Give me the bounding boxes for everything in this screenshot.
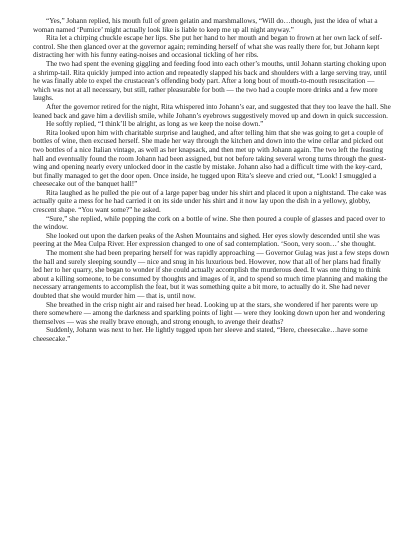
paragraph: The two had spent the evening giggling and feeding food into each other’s mouths, until Johann starting choking upon a shrimp-tail. Rita quickly jumped into action and repeatedly slapped his back and shoulders with a large serving tray, until he was finally able to expel the crustacean’s offending body part. After a long bout of mouth-to-mouth resuscitation — which was not at all necessary, but still, rather pleasurable for both — the two had a couple more drinks and a few more laughs. — [33, 59, 387, 103]
paragraph: Rita looked upon him with charitable surprise and laughed, and after telling him that she was going to get a couple of bottles of wine, then excused herself. She made her way through the kitchen and down into the wine cellar and picked out two bottles of a nice Italian vintage, as well as her knapsack, and then met up with Johann again. The two left the feasting hall and eventually found the room Johann had been assigned, but not before taking several wrong turns through the guest-wing and opening nearly every unlocked door in the castle by mistake. Johann also had a difficult time with the key-card, but finally managed to get the door open. Once inside, he tugged upon Rita’s sleeve and cried out, “Look! I smuggled a cheesecake out of the banquet hall!” — [33, 128, 387, 189]
paragraph: She breathed in the crisp night air and raised her head. Looking up at the stars, she wondered if her parents were up there somewhere — among the darkness and sparkling points of light — were they looking down upon her and wondering themselves — was she really brave enough, and strong enough, to avenge their deaths? — [33, 300, 385, 326]
paragraph: The moment she had been preparing herself for was rapidly approaching — Governor Gulag was just a few steps down the hall and surely sleeping soundly — nice and snug in his luxurious bed. However, now that all of her plans had finally led her to her quarry, she began to wonder if she could actually accomplish the murderous deed. It was one thing to think about a killing someone, to be consumed by thoughts and images of it, and to spend so much time planning and making the necessary arrangements to accomplish the feat, but it was something quite a bit more, to actually do it. She had never doubted that she would murder him — that is, until now. — [33, 249, 390, 300]
paragraph: Rita laughed as he pulled the pie out of a large paper bag under his shirt and placed it upon a nightstand. The cake was actually quite a mess for he had carried it on its side under his shirt and it now lay upon the dish in a yellowy, globby, crescent shape. “You want some?” he asked. — [33, 188, 387, 215]
paragraph: Rita let a chirping chuckle escape her lips. She put her hand to her mouth and began to frown at her own lack of self-control. She then glanced over at the governor again; reminding herself of what she was really there for, but Johann kept distracting her with his funny eating-noises and occasional tickling of her ribs. — [33, 34, 383, 60]
paragraph: She looked out upon the darken peaks of the Ashen Mountains and sighed. Her eyes slowly descended until she was peering at the Mea Culpa River. Her expression changed to one of sad contemplation. ‘Soon, very soon…’ she thought. — [33, 231, 380, 249]
paragraph: After the governor retired for the night, Rita whispered into Johann’s ear, and suggested that they too leave the hall. She leaned back and gave him a devilish smile, while Johann’s eyebrows suggestively moved up and down in quick succession. — [33, 102, 391, 120]
paragraph: “Yes,” Johann replied, his mouth full of green gelatin and marshmallows, “Will do…though, just the idea of what a woman named ‘Pumice’ might actually look like is liable to keep me up all night anyway.” — [33, 17, 378, 34]
paragraph: He softly replied, “I think’ll be alright, as long as we keep the noise down.” — [46, 120, 264, 129]
paragraph: Suddenly, Johann was next to her. He lightly tugged upon her sleeve and stated, “Here, cheesecake…have some cheesecake.” — [33, 326, 368, 343]
paragraph: “Sure,” she replied, while popping the cork on a bottle of wine. She then poured a couple of glasses and paced over to the window. — [33, 214, 386, 232]
document-page — [33, 17, 391, 344]
